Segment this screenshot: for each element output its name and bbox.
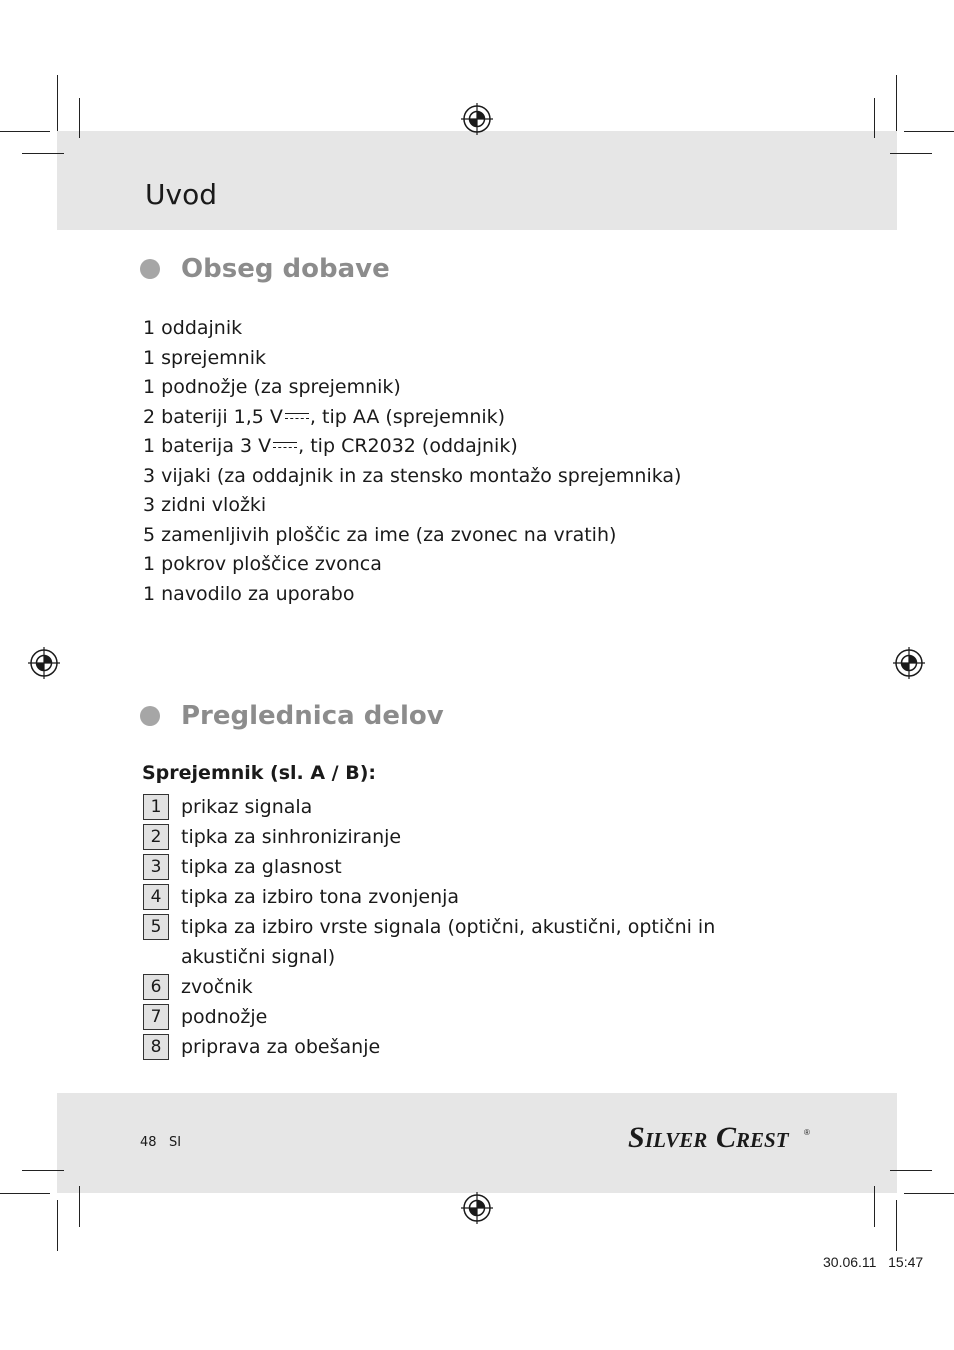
part-number-badge: 6	[143, 974, 169, 1000]
list-item: 5 zamenljivih ploščic za ime (za zvonec na vratih)	[143, 523, 617, 546]
part-item	[143, 972, 803, 1002]
silvercrest-logo	[628, 1120, 814, 1156]
svg-text:S: S	[628, 1121, 645, 1154]
list-item-text: 2 bateriji 1,5 V	[143, 405, 283, 428]
overview-heading	[140, 701, 444, 731]
part-label: prikaz signala	[181, 796, 313, 818]
svg-text:REST: REST	[736, 1128, 789, 1152]
crop-mark	[890, 1170, 932, 1171]
crop-mark	[22, 153, 64, 154]
part-label: tipka za sinhroniziranje	[181, 826, 402, 848]
language-code: SI	[168, 1135, 182, 1150]
part-item	[143, 1002, 803, 1032]
registration-mark-icon	[893, 647, 925, 679]
part-item	[143, 822, 803, 852]
crop-mark	[0, 1193, 50, 1194]
part-label: zvočnik	[181, 976, 253, 998]
crop-mark	[0, 131, 50, 132]
scope-list	[143, 314, 681, 609]
part-item	[143, 912, 803, 972]
part-number-badge: 7	[143, 1004, 169, 1030]
part-item	[143, 792, 803, 822]
svg-text:ILVER: ILVER	[645, 1128, 708, 1152]
list-item	[143, 403, 681, 433]
registration-mark-icon	[28, 647, 60, 679]
part-item	[143, 882, 803, 912]
page-footer-label	[140, 1135, 181, 1150]
overview-heading-text: Preglednica delov	[181, 701, 444, 731]
svg-text:C: C	[716, 1121, 737, 1154]
crop-mark	[874, 98, 875, 138]
crop-mark	[22, 1170, 64, 1171]
crop-mark	[904, 1193, 954, 1194]
print-timestamp	[823, 1254, 923, 1270]
receiver-subheading: Sprejemnik (sl. A / B):	[142, 762, 377, 784]
dc-symbol-icon	[273, 440, 297, 450]
list-item-text: 1 baterija 3 V	[143, 435, 272, 457]
list-item: 3 zidni vložki	[143, 494, 267, 516]
print-time: 15:47	[888, 1254, 924, 1270]
part-label: podnožje	[181, 1006, 268, 1028]
list-item: 3 vijaki (za oddajnik in za stensko montažo sprejemnika)	[143, 464, 682, 487]
list-item-text: , tip AA (sprejemnik)	[309, 405, 506, 428]
dc-symbol-icon	[285, 411, 309, 421]
part-item	[143, 852, 803, 882]
scope-heading-text: Obseg dobave	[181, 254, 390, 284]
crop-mark	[896, 1200, 897, 1251]
crop-mark	[57, 1200, 58, 1251]
svg-text:®: ®	[804, 1128, 810, 1137]
part-label: tipka za izbiro tona zvonjenja	[181, 886, 460, 908]
part-number-badge: 8	[143, 1034, 169, 1060]
crop-mark	[890, 153, 932, 154]
section-bullet-icon	[140, 706, 160, 726]
crop-mark	[896, 75, 897, 131]
page-number: 48	[140, 1135, 157, 1150]
section-bullet-icon	[140, 259, 160, 279]
list-item: 1 oddajnik	[143, 317, 243, 339]
list-item: 1 podnožje (za sprejemnik)	[143, 376, 401, 398]
crop-mark	[79, 98, 80, 138]
registration-mark-icon	[461, 103, 493, 135]
scope-heading	[140, 254, 390, 284]
list-item-text: , tip CR2032 (oddajnik)	[298, 435, 518, 457]
registration-mark-icon	[461, 1192, 493, 1224]
part-label: tipka za izbiro vrste signala (optični, akustični, optični in akustični signal)	[181, 916, 716, 968]
part-item	[143, 1032, 803, 1062]
crop-mark	[874, 1186, 875, 1227]
crop-mark	[79, 1186, 80, 1227]
crop-mark	[57, 75, 58, 131]
part-number-badge: 5	[143, 914, 169, 940]
print-date: 30.06.11	[823, 1254, 877, 1270]
list-item: 1 sprejemnik	[143, 346, 266, 369]
part-label: priprava za obešanje	[181, 1036, 381, 1058]
part-number-badge: 1	[143, 794, 169, 820]
page-title: Uvod	[145, 178, 217, 211]
part-label: tipka za glasnost	[181, 856, 342, 878]
parts-list	[143, 792, 803, 1062]
crop-mark	[904, 131, 954, 132]
list-item: 1 navodilo za uporabo	[143, 582, 355, 605]
list-item	[143, 432, 681, 462]
part-number-badge: 2	[143, 824, 169, 850]
part-number-badge: 3	[143, 854, 169, 880]
list-item: 1 pokrov ploščice zvonca	[143, 553, 382, 575]
part-number-badge: 4	[143, 884, 169, 910]
